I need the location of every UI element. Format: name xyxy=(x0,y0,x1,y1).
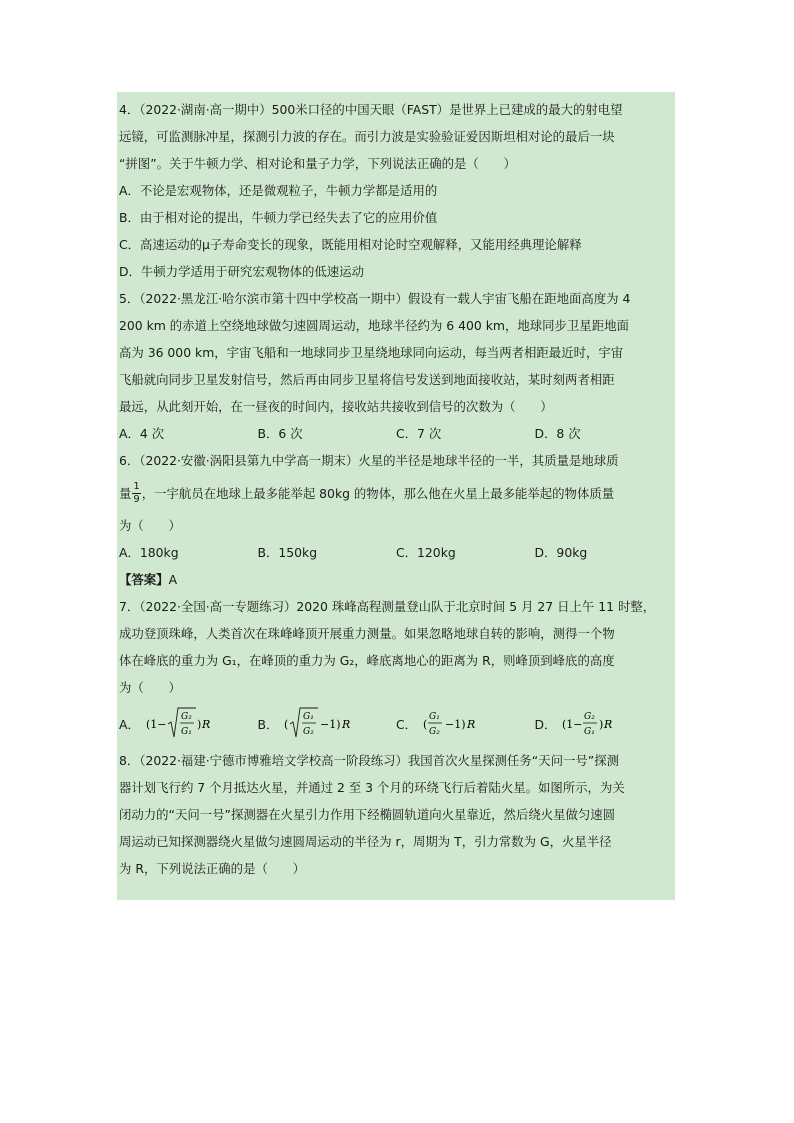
q8-stem-line-4: 周运动已知探测器绕火星做匀速圆周运动的半径为 r，周期为 T，引力常数为 G，火星半径 xyxy=(119,834,612,849)
svg-text:−1): −1) xyxy=(445,718,466,731)
q5-option-b: B．6 次 xyxy=(257,426,303,441)
q8-stem-line-5: 为 R，下列说法正确的是（ ） xyxy=(119,861,306,876)
q6-stem-line-2 xyxy=(119,474,673,512)
q5-option-a: A．4 次 xyxy=(119,426,165,441)
svg-text:R: R xyxy=(467,718,476,731)
q6-stem-suffix: ，一宇航员在地球上最多能举起 80kg 的物体，那么他在火星上最多能举起的物体质量 xyxy=(141,485,615,501)
q4-option-b: B．由于相对论的提出，牛顿力学已经失去了它的应用价值 xyxy=(119,210,438,225)
q7-option-d-label: D． xyxy=(534,716,557,732)
svg-text:R: R xyxy=(201,718,211,731)
q7-option-a xyxy=(119,704,258,744)
q6-option-c: C．120kg xyxy=(396,545,456,560)
q6-fraction-numerator: 1 xyxy=(133,480,140,492)
q6-stem-line-3: 为（ ） xyxy=(119,518,181,533)
q5-stem-line-3: 高为 36 000 km，宇宙飞船和一地球同步卫星绕地球同向运动，每当两者相距最近时，宇宙 xyxy=(119,345,624,360)
q6-options xyxy=(119,539,673,566)
q5-stem-line-4: 飞船就向同步卫星发射信号，然后再由同步卫星将信号发送到地面接收站，某时刻两者相距 xyxy=(119,372,615,387)
q7-option-d xyxy=(535,704,674,744)
q5-stem-line-1: 5．（2022·黑龙江·哈尔滨市第十四中学校高一期中）假设有一载人宇宙飞船在距地面高度为 4 xyxy=(119,291,631,306)
q7-option-c-formula xyxy=(423,704,489,744)
q7-stem-line-2: 成功登顶珠峰，人类首次在珠峰峰顶开展重力测量。如果忽略地球自转的影响，测得一个物 xyxy=(119,626,615,641)
svg-text:G₂: G₂ xyxy=(303,727,315,737)
q6-answer-label: 【答案】 xyxy=(119,572,169,587)
q7-option-d-formula xyxy=(562,704,628,744)
q4-stem-line-3: “拼图”。关于牛顿力学、相对论和量子力学，下列说法正确的是（ ） xyxy=(119,156,516,171)
svg-text:(1−: (1− xyxy=(562,718,583,731)
svg-text:G₂: G₂ xyxy=(429,727,440,737)
q4-option-d: D．牛顿力学适用于研究宏观物体的低速运动 xyxy=(119,264,364,279)
svg-text:G₁: G₁ xyxy=(303,712,315,722)
q7-option-c xyxy=(396,704,535,744)
q7-option-a-formula xyxy=(146,704,216,744)
svg-text:G₁: G₁ xyxy=(429,712,440,722)
q6-option-a: A．180kg xyxy=(119,545,179,560)
q7-option-c-label: C． xyxy=(396,716,418,732)
svg-text:R: R xyxy=(604,718,613,731)
svg-text:): ) xyxy=(196,718,202,731)
q6-option-d: D．90kg xyxy=(534,545,588,560)
q8-stem-line-2: 器计划飞行约 7 个月抵达火星，并通过 2 至 3 个月的环绕飞行后着陆火星。如图所示，为关 xyxy=(119,780,625,795)
q7-stem-line-3: 体在峰底的重力为 G₁，在峰顶的重力为 G₂，峰底离地心的距离为 R，则峰顶到峰底的高度 xyxy=(119,653,615,668)
svg-text:): ) xyxy=(599,718,604,731)
q8-stem-line-3: 闭动力的“天问一号”探测器在火星引力作用下经椭圆轨道向火星靠近，然后绕火星做匀速圆 xyxy=(119,807,616,822)
q4-option-a: A．不论是宏观物体，还是微观粒子，牛顿力学都是适用的 xyxy=(119,183,438,198)
q8-stem-line-1: 8．（2022·福建·宁德市博雅培文学校高一阶段练习）我国首次火星探测任务“天问一号”探测 xyxy=(119,753,619,768)
svg-text:G₂: G₂ xyxy=(584,712,596,722)
q6-answer xyxy=(119,566,673,593)
q7-option-b xyxy=(258,704,397,744)
q5-option-d: D．8 次 xyxy=(534,426,581,441)
q6-fraction xyxy=(132,481,140,506)
q6-stem-prefix: 量 xyxy=(119,485,132,501)
q4-stem-line-2: 远镜，可监测脉冲星，探测引力波的存在。而引力波是实验验证爱因斯坦相对论的最后一块 xyxy=(119,129,615,144)
q4-option-c: C．高速运动的μ子寿命变长的现象，既能用相对论时空观解释，又能用经典理论解释 xyxy=(119,237,582,252)
svg-text:R: R xyxy=(342,718,351,731)
q7-stem-line-4: 为（ ） xyxy=(119,680,181,695)
q7-option-a-label: A． xyxy=(119,716,140,732)
q4-stem-line-1: 4．（2022·湖南·高一期中）500米口径的中国天眼（FAST）是世界上已建成的最大的射电望 xyxy=(119,102,623,117)
svg-text:−1): −1) xyxy=(320,718,341,731)
svg-text:(: ( xyxy=(423,718,428,731)
q7-stem-line-1: 7．（2022·全国·高一专题练习）2020 珠峰高程测量登山队于北京时间 5 月 27 日上午 11 时整， xyxy=(119,599,656,614)
svg-text:(1−: (1− xyxy=(145,718,167,731)
q7-option-b-label: B． xyxy=(257,716,279,732)
q5-option-c: C．7 次 xyxy=(396,426,442,441)
q5-options xyxy=(119,420,673,447)
worksheet-panel xyxy=(117,92,675,900)
q6-fraction-denominator: 9 xyxy=(133,493,140,505)
svg-text:G₁: G₁ xyxy=(584,727,596,737)
svg-text:G₂: G₂ xyxy=(180,712,192,722)
q6-stem-line-1: 6．（2022·安徽·涡阳县第九中学高一期末）火星的半径是地球半径的一半，其质量是地球质 xyxy=(119,453,619,468)
q5-stem-line-5: 最远，从此刻开始，在一昼夜的时间内，接收站共接收到信号的次数为（ ） xyxy=(119,399,553,414)
q7-option-b-formula xyxy=(284,704,356,744)
svg-text:(: ( xyxy=(284,718,289,731)
q6-option-b: B．150kg xyxy=(257,545,318,560)
q5-stem-line-2: 200 km 的赤道上空绕地球做匀速圆周运动，地球半径约为 6 400 km，地球同步卫星距地面 xyxy=(119,318,629,333)
q6-answer-value: A xyxy=(168,572,178,587)
svg-text:G₁: G₁ xyxy=(180,727,192,737)
q7-options xyxy=(119,701,673,747)
